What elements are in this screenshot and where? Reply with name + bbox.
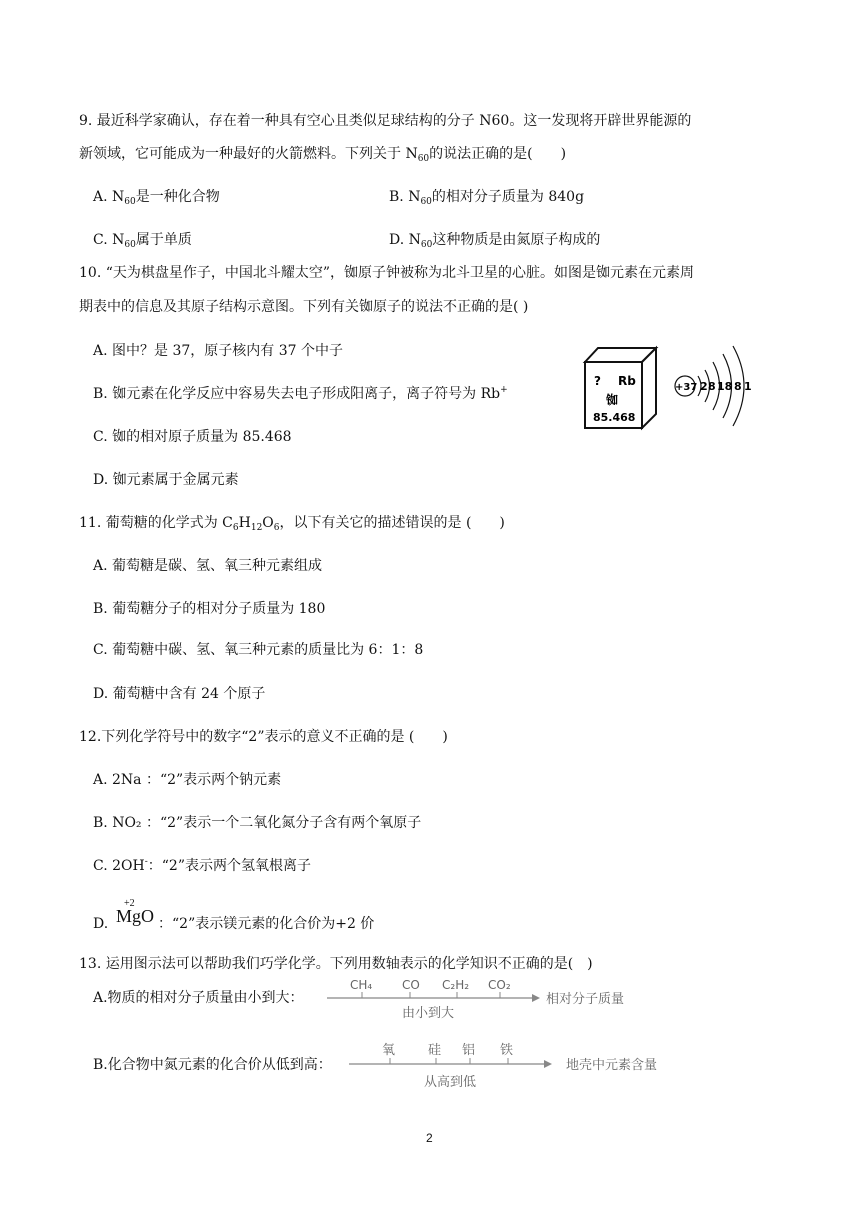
q12-option-d-text: ：“2”表示镁元素的化合价为+2 价 [158, 916, 375, 932]
q13-stem: 13. 运用图示法可以帮助我们巧学化学。下列用数轴表示的化学知识不正确的是( ) [79, 956, 593, 972]
q11-option-b: B. 葡萄糖分子的相对分子质量为 180 [93, 601, 326, 617]
q9-stem-line1: 9. 最近科学家确认，存在着一种具有空心且类似足球结构的分子 N60。这一发现将开辟世界能源的 [79, 113, 692, 129]
q9-option-a: A. $N_{60}$是一种化合物 [93, 189, 220, 207]
rubidium-figure [580, 330, 760, 435]
q10-option-c: C. 铷的相对原子质量为 85.468 [93, 429, 292, 445]
page-number: 2 [426, 1131, 433, 1145]
q11-option-a: A. 葡萄糖是碳、氢、氧三种元素组成 [93, 558, 323, 574]
q10-option-a: A. 图中？是 37，原子核内有 37 个中子 [93, 343, 343, 359]
q13-axis-b [344, 1036, 684, 1092]
q12-option-a: A. 2Na ：“2”表示两个钠元素 [93, 772, 282, 788]
nucleus-charge: +37 [675, 382, 698, 393]
shell-3-count: 18 [717, 380, 733, 393]
cell-symbol: Rb [618, 374, 636, 388]
axis-a-label-1: CH₄ [350, 978, 373, 992]
cell-name: 铷 [606, 393, 619, 407]
axis-b-label-4: 铁 [500, 1043, 514, 1058]
axis-a-below: 由小到大 [402, 1006, 455, 1021]
q12-option-c: C. 2OH-：“2”表示两个氢氧根离子 [93, 857, 311, 874]
q9-option-d: D. $N_{60}$这种物质是由氮原子构成的 [389, 232, 601, 250]
q11-option-c: C. 葡萄糖中碳、氢、氧三种元素的质量比为 6：1：8 [93, 642, 424, 658]
axis-b-label-3: 铝 [462, 1043, 476, 1058]
q9-option-b: B. $N_{60}$的相对分子质量为 840g [389, 189, 585, 207]
axis-b-end: 地壳中元素含量 [566, 1058, 658, 1073]
atom-structure-diagram [675, 346, 752, 426]
shell-4-count: 8 [734, 380, 742, 393]
shell-2-count: 8 [708, 380, 716, 393]
q13-axis-a [322, 972, 642, 1022]
q12-option-d-formula [116, 898, 158, 928]
periodic-table-cell [585, 348, 656, 428]
shell-5-count: 1 [744, 380, 752, 393]
shell-1-count: 2 [700, 380, 708, 393]
axis-b-label-2: 硅 [428, 1043, 442, 1058]
q11-stem: 11. 葡萄糖的化学式为 $C_6H_{12}O_6$，以下有关它的描述错误的是 ( ) [79, 515, 505, 533]
q13-option-b: B.化合物中氮元素的化合价从低到高： [93, 1057, 332, 1073]
mgo-valence: +2 [124, 898, 135, 909]
q13-option-a: A.物质的相对分子质量由小到大： [93, 990, 304, 1006]
q12-option-d-label: D. [93, 916, 109, 932]
axis-b-below: 从高到低 [424, 1075, 477, 1090]
q9-option-c: C. $N_{60}$属于单质 [93, 232, 192, 250]
mgo-symbol: MgO [116, 906, 155, 926]
axis-a-label-3: C₂H₂ [442, 978, 470, 992]
cell-atomic-number: ? [594, 374, 601, 388]
axis-a-label-4: CO₂ [488, 978, 511, 992]
cell-mass: 85.468 [593, 411, 636, 424]
q12-stem: 12.下列化学符号中的数字“2”表示的意义不正确的是 ( ) [79, 729, 448, 745]
q10-stem-line2: 期表中的信息及其原子结构示意图。下列有关铷原子的说法不正确的是( ) [79, 299, 529, 315]
q12-option-b: B. NO₂ ：“2”表示一个二氧化氮分子含有两个氧原子 [93, 815, 422, 831]
axis-b-label-1: 氧 [382, 1043, 396, 1058]
q10-option-b: B. 铷元素在化学反应中容易失去电子形成阳离子，离子符号为 Rb+ [93, 385, 508, 402]
q10-stem-line1: 10. “天为棋盘星作子，中国北斗耀太空”，铷原子钟被称为北斗卫星的心脏。如图是铷元素在元素周 [79, 265, 695, 281]
axis-a-label-2: CO [402, 978, 420, 992]
q11-option-d: D. 葡萄糖中含有 24 个原子 [93, 686, 266, 702]
q9-stem-line2: 新领域，它可能成为一种最好的火箭燃料。下列关于 $N_{60}$的说法正确的是( ) [79, 146, 567, 164]
q10-option-d: D. 铷元素属于金属元素 [93, 472, 239, 488]
axis-a-end: 相对分子质量 [546, 992, 625, 1007]
